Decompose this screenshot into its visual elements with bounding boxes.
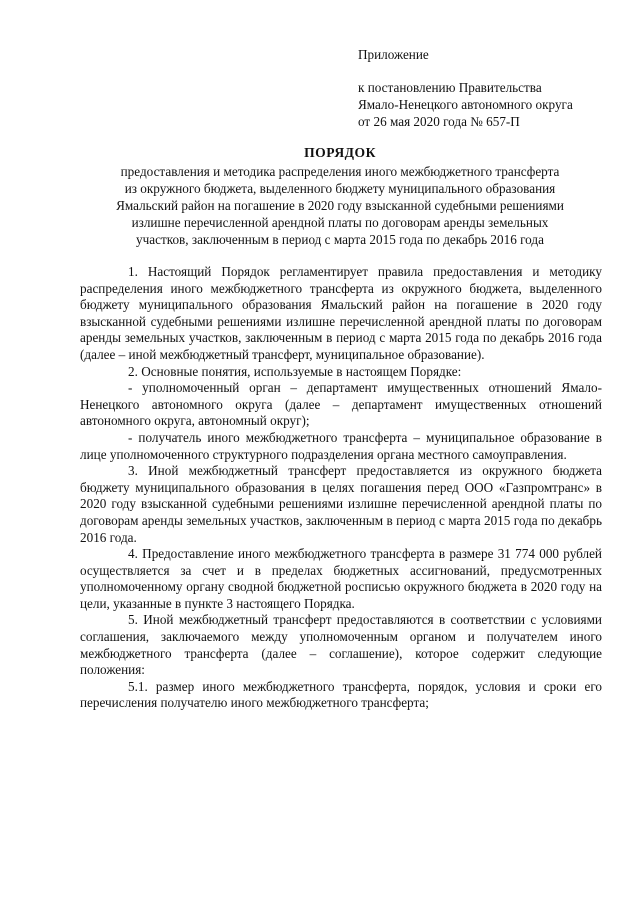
document-subtitle-line: предоставления и методика распределения иного межбюджетного трансферта [120, 164, 560, 179]
appendix-block [358, 46, 628, 130]
paragraph-2-definition-2: - получатель иного межбюджетного трансферта – муниципальное образование в лице уполномоченного структурного подразделения органа местного самоуправления. [80, 429, 602, 462]
appendix-line: Ямало-Ненецкого автономного округа [358, 97, 573, 112]
title-block [80, 144, 600, 248]
paragraph-2: 2. Основные понятия, используемые в настоящем Порядке: [128, 363, 462, 379]
document-subtitle-line: участков, заключенным в период с марта 2015 года по декабрь 2016 года [136, 232, 544, 247]
paragraph-5-1: 5.1. размер иного межбюджетного трансферта, порядок, условия и сроки его перечисления получателю иного межбюджетного трансферта; [80, 678, 602, 711]
document-subtitle-line: излишне перечисленной арендной платы по договорам аренды земельных [131, 215, 549, 230]
document-body [80, 264, 602, 712]
appendix-line: к постановлению Правительства [358, 80, 542, 95]
paragraph-3: 3. Иной межбюджетный трансферт предоставляется из окружного бюджета бюджету муниципального образования в целях погашения перед ООО «Газпромтранс» в 2020 году взысканной судебными решениями излишне перечисленной арендной платы по договорам аренды земельных участков, заключенным в период с марта 2015 года по декабрь 2016 года. [80, 463, 602, 545]
document-title: ПОРЯДОК [304, 145, 376, 160]
appendix-label: Приложение [358, 47, 429, 62]
appendix-line: от 26 мая 2020 года № 657-П [358, 114, 520, 129]
paragraph-1: 1. Настоящий Порядок регламентирует правила предоставления и методику распределения иного межбюджетного трансферта из окружного бюджета, выделенного бюджету муниципального образования Ямальский район на погашение в 2020 году взысканной судебными решениями излишне перечисленной арендной платы по договорам аренды земельных участков, заключенным в период с марта 2015 года по декабрь 2016 года (далее – иной межбюджетный трансферт, муниципальное образование). [80, 264, 602, 362]
document-subtitle-line: Ямальский район на погашение в 2020 году взысканной судебными решениями [116, 198, 564, 213]
paragraph-5: 5. Иной межбюджетный трансферт предоставляются в соответствии с условиями соглашения, заключаемого между уполномоченным органом и получателем иного межбюджетного трансферта (далее – соглашение), которое содержит следующие положения: [80, 612, 602, 678]
document-subtitle-line: из окружного бюджета, выделенного бюджету муниципального образования [124, 181, 556, 196]
paragraph-4: 4. Предоставление иного межбюджетного трансферта в размере 31 774 000 рублей осуществляется за счет и в пределах бюджетных ассигнований, предусмотренных уполномоченному органу сводной бюджетной росписью окружного бюджета в 2020 году на цели, указанные в пункте 3 настоящего Порядка. [80, 546, 602, 611]
paragraph-2-definition-1: - уполномоченный орган – департамент имущественных отношений Ямало-Ненецкого автономного округа (далее – департамент имущественных отношений автономного округа, автономный округ); [80, 380, 602, 429]
